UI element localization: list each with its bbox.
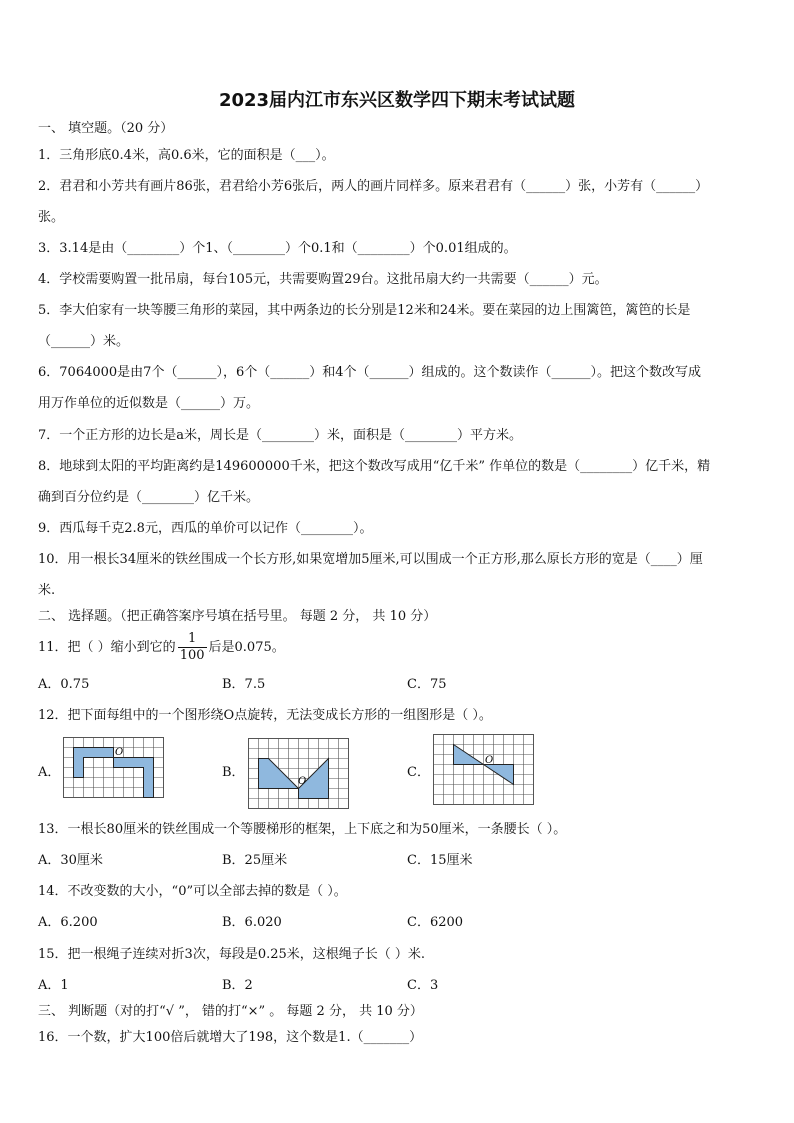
- q11-option-c: C．75: [407, 677, 447, 692]
- question-15: 15．把一根绳子连续对折3次，每段是0.25米，这根绳子长（ ）米.: [38, 947, 426, 962]
- question-11-suffix: 后是0.075。: [208, 640, 285, 655]
- question-5-line-2: （______）米。: [38, 334, 130, 349]
- question-11-prefix: 11．把（ ）缩小到它的: [38, 640, 176, 655]
- question-2-line-2: 张。: [38, 210, 65, 225]
- q12-label-c: C．: [407, 765, 430, 780]
- q13-option-c: C．15厘米: [407, 853, 473, 868]
- q12a-point-label: O: [115, 747, 124, 758]
- section-2-heading: 二、 选择题。（把正确答案序号填在括号里。 每题 2 分， 共 10 分）: [38, 609, 437, 624]
- q13-option-a: A．30厘米: [38, 853, 103, 868]
- q12-label-a: A．: [38, 765, 61, 780]
- question-9: 9．西瓜每千克2.8元，西瓜的单价可以记作（________）。: [38, 521, 373, 536]
- q12-figure-a: [63, 737, 165, 799]
- q15-option-c: C．3: [407, 978, 439, 993]
- question-11: [38, 631, 758, 665]
- question-14: 14．不改变数的大小，“0”可以全部去掉的数是（ ）。: [38, 884, 347, 899]
- q14-option-a: A．6.200: [38, 915, 98, 930]
- question-3: 3．3.14是由（________）个1、（________）个0.1和（________）个0.01组成的。: [38, 241, 517, 256]
- q15-option-a: A．1: [38, 978, 69, 993]
- q12-figure-b: [248, 738, 350, 810]
- question-6-line-2: 用万作单位的近似数是（______）万。: [38, 396, 260, 411]
- q11-option-a: A．0.75: [38, 677, 90, 692]
- question-10-line-1: 10．用一根长34厘米的铁丝围成一个长方形,如果宽增加5厘米,可以围成一个正方形,那么原长方形的宽是（____）厘: [38, 552, 703, 567]
- q15-option-b: B．2: [222, 978, 253, 993]
- exam-title: 2023届内江市东兴区数学四下期末考试试题: [218, 90, 576, 111]
- q12-label-b: B．: [222, 765, 245, 780]
- question-2-line-1: 2．君君和小芳共有画片86张，君君给小芳6张后，两人的画片同样多。原来君君有（______）张，小芳有（______）: [38, 179, 709, 194]
- section-3-heading: 三、 判断题（对的打“√ ”， 错的打“×” 。 每题 2 分， 共 10 分）: [38, 1004, 423, 1019]
- q12-figure-c: [433, 734, 535, 806]
- question-6-line-1: 6．7064000是由7个（______），6个（______）和4个（______）组成的。这个数读作（______）。把这个数改写成: [38, 365, 701, 380]
- question-13: 13．一根长80厘米的铁丝围成一个等腰梯形的框架，上下底之和为50厘米，一条腰长（ ）。: [38, 822, 567, 837]
- question-10-line-2: 米.: [38, 583, 56, 598]
- q13-option-b: B．25厘米: [222, 853, 288, 868]
- question-1: 1．三角形底0.4米，高0.6米，它的面积是（___）。: [38, 148, 335, 163]
- question-16: 16．一个数，扩大100倍后就增大了198，这个数是1.（_______）: [38, 1030, 423, 1045]
- question-5-line-1: 5．李大伯家有一块等腰三角形的菜园，其中两条边的长分别是12米和24米。要在菜园的边上围篱笆，篱笆的长是: [38, 303, 691, 318]
- question-4: 4．学校需要购置一批吊扇，每台105元，共需要购置29台。这批吊扇大约一共需要（______）元。: [38, 272, 608, 287]
- q11-option-b: B．7.5: [222, 677, 266, 692]
- q14-option-c: C．6200: [407, 915, 464, 930]
- question-8-line-1: 8．地球到太阳的平均距离约是149600000千米，把这个数改写成用“亿千米” 作单位的数是（________）亿千米，精: [38, 459, 711, 474]
- q12b-point-label: O: [298, 776, 307, 787]
- fraction-numerator: 1: [178, 631, 207, 648]
- question-8-line-2: 确到百分位约是（________）亿千米。: [38, 490, 260, 505]
- section-1-heading: 一、 填空题。（20 分）: [38, 121, 174, 136]
- fraction-denominator: 100: [179, 648, 205, 663]
- fraction-one-hundredth: [178, 631, 207, 664]
- q12c-point-label: O: [485, 755, 494, 766]
- question-12: 12．把下面每组中的一个图形绕O点旋转，无法变成长方形的一组图形是（ ）。: [38, 708, 492, 723]
- question-7: 7．一个正方形的边长是a米，周长是（________）米，面积是（________）平方米。: [38, 428, 523, 443]
- q14-option-b: B．6.020: [222, 915, 282, 930]
